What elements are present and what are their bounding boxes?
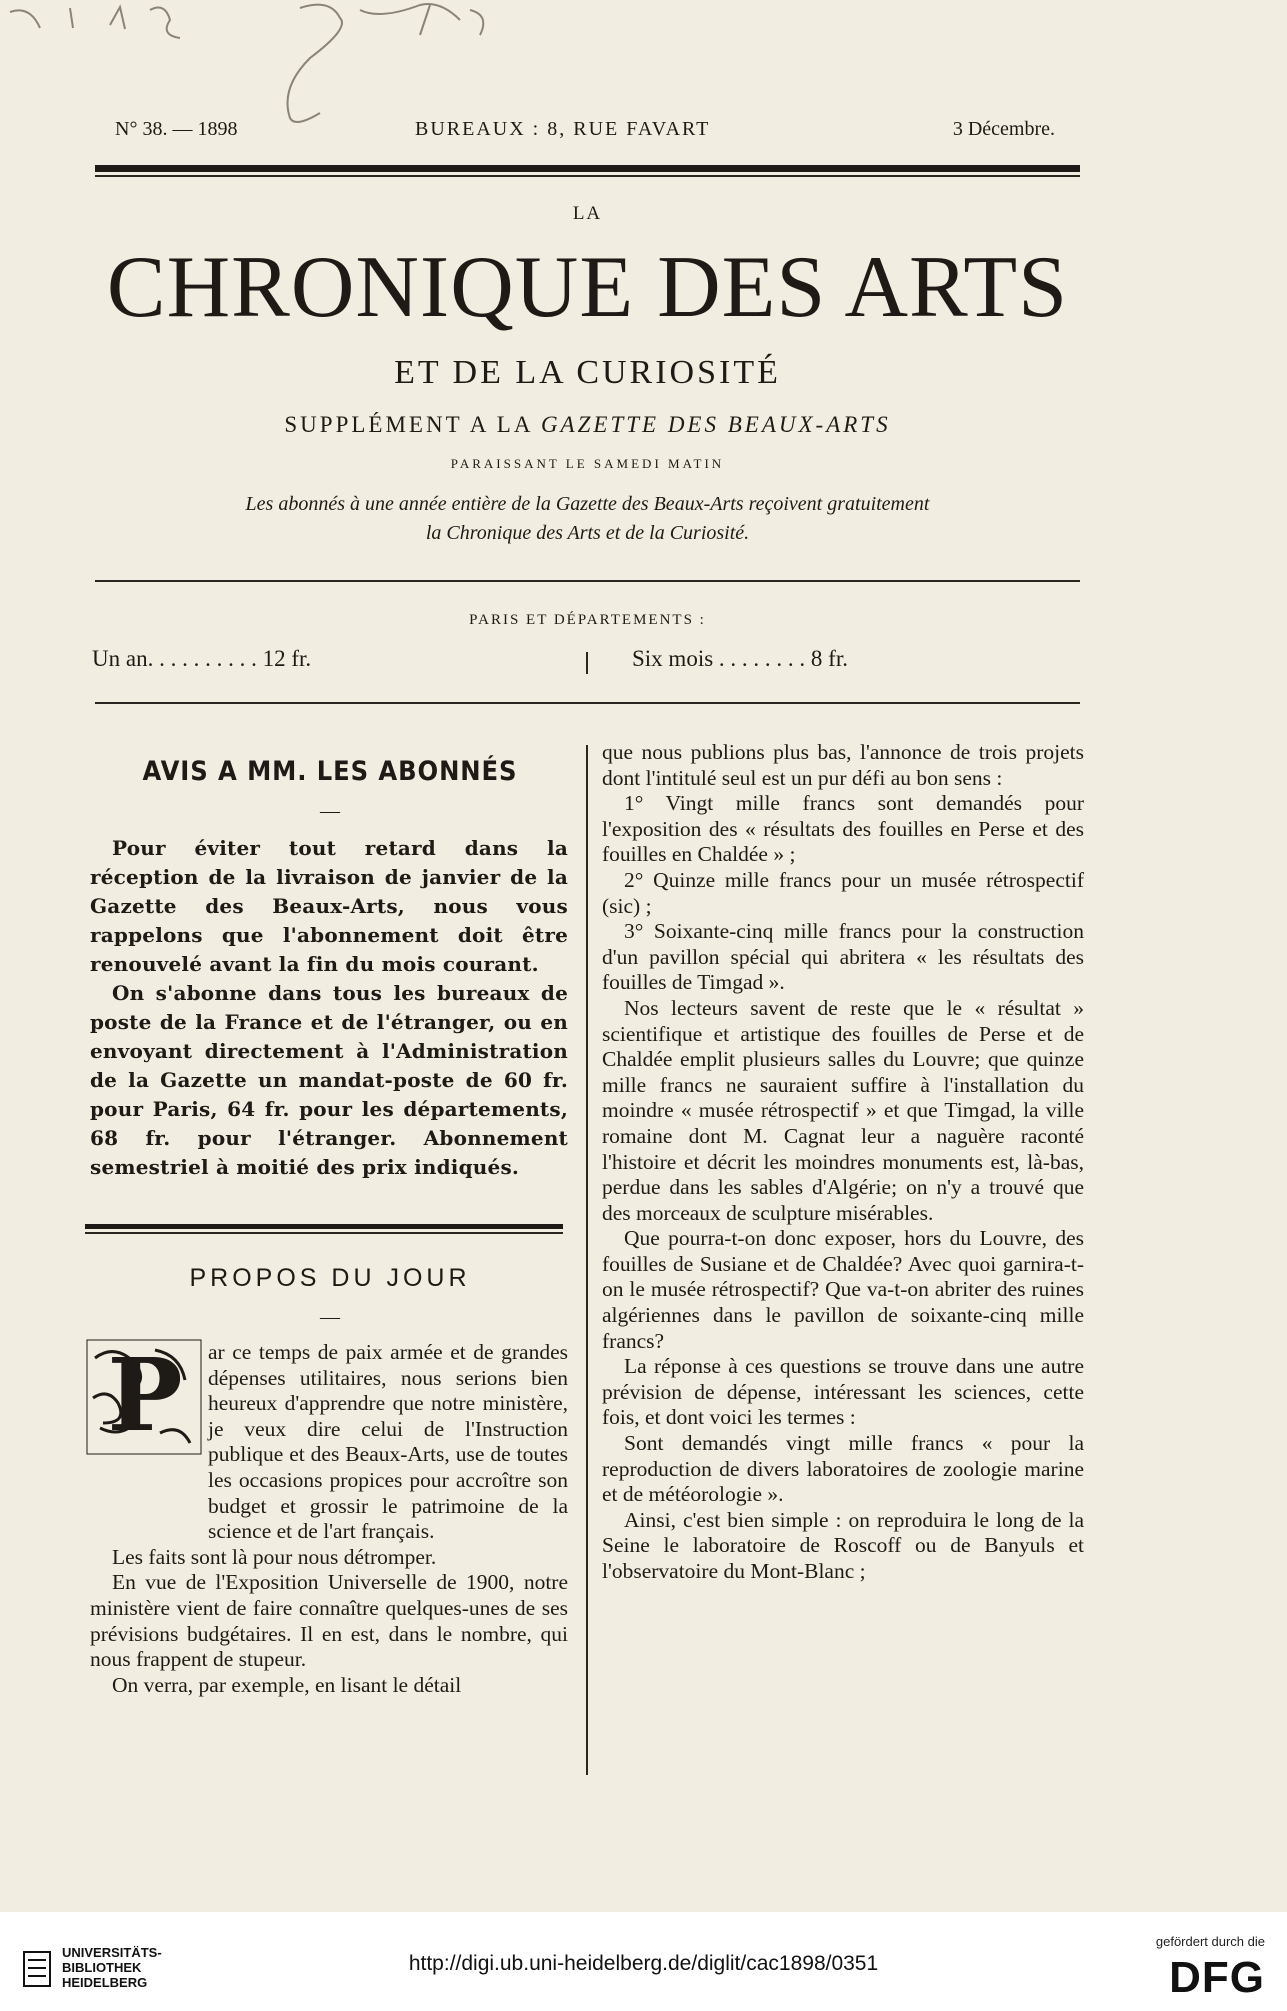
digitization-url-link[interactable]: http://digi.ub.uni-heidelberg.de/diglit/cac1898/0351 (408, 1952, 879, 1975)
funded-by-text: gefördert durch die (1155, 1934, 1265, 1949)
right-paragraph: 2° Quinze mille francs pour un musée rétrospectif (sic) ; (602, 867, 1084, 918)
university-name: UNIVERSITÄTS- BIBLIOTHEK HEIDELBERG (62, 1945, 162, 1990)
column-divider (586, 745, 588, 1775)
issue-number: N° 38. — 1898 (115, 118, 238, 140)
right-paragraph: Ainsi, c'est bien simple : on reproduira le long de la Seine le laboratoire de Roscoff ou de Banyuls et l'observatoire du Mont-Blanc ; (602, 1507, 1084, 1583)
avis-body (90, 834, 568, 1182)
dropcap-letter: P (107, 1338, 183, 1454)
footer-bar (0, 1912, 1287, 2011)
title-article: LA (572, 203, 603, 224)
notice-line-2: la Chronique des Arts et de la Curiosité. (425, 522, 750, 544)
right-paragraph: 1° Vingt mille francs sont demandés pour l'exposition des « résultats des fouilles en Perse et des fouilles en Chaldée » ; (602, 791, 1084, 867)
right-paragraph: que nous publions plus bas, l'annonce de trois projets dont l'intitulé seul est un pur défi au bon sens : (602, 740, 1084, 790)
newspaper-subtitle: ET DE LA CURIOSITÉ (394, 354, 781, 391)
right-paragraph: Nos lecteurs savent de reste que le « résultat » scientifique et artistique des fouilles de Perse et de Chaldée emplit plusieurs salles du Louvre; que quinze mille francs ne sauraient suffire à l'installation du moindre « musée rétrospectif » et que Timgad, la ville romaine dont M. Cagnat leur a naguère raconté l'histoire et décrit les moindres monuments est, là-bas, perdue dans les sables d'Algérie; on n'y a trouvé que des morceaux de sculpture misérables. (602, 995, 1084, 1225)
pricing-heading: PARIS ET DÉPARTEMENTS : (469, 612, 706, 628)
right-paragraph: La réponse à ces questions se trouve dans une autre prévision de dépense, intéressant les sciences, cette fois, et dont voici les termes : (602, 1354, 1084, 1430)
propos-dash: — (320, 1306, 340, 1328)
propos-paragraph: On verra, par exemple, en lisant le détail (112, 1672, 462, 1697)
newspaper-title: CHRONIQUE DES ARTS (106, 239, 1069, 336)
header-rule (95, 580, 1080, 582)
bureaux-address: BUREAUX : 8, RUE FAVART (415, 118, 711, 140)
avis-title: AVIS A MM. LES ABONNÉS (142, 756, 518, 787)
avis-paragraph: On s'abonne dans tous les bureaux de poste de la France et de l'étranger, ou en envoyant directement à l'Administration de la Gazette un mandat-poste de 60 fr. pour Paris, 64 fr. pour les départements, 68 fr. pour l'étranger. Abonnement semestriel à moitié des prix indiqués. (90, 981, 568, 1179)
top-rule-thin (95, 175, 1080, 177)
top-rule (95, 165, 1080, 172)
avis-paragraph: Pour éviter tout retard dans la réception de la livraison de janvier de la Gazette des Beaux-Arts, nous vous rappelons que l'abonnement doit être renouvelé avant la fin du mois courant. (90, 836, 568, 976)
publication-schedule: PARAISSANT LE SAMEDI MATIN (450, 456, 725, 471)
right-paragraph: 3° Soixante-cinq mille francs pour la construction d'un pavillon spécial qui abritera « les résultats des fouilles de Timgad ». (602, 919, 1084, 995)
right-paragraph: Que pourra-t-on donc exposer, hors du Louvre, des fouilles de Susiane et de Chaldée? Avec quoi garnira-t-on le musée rétrospectif? Que va-t-on abriter des ruines algériennes dans le pavillon de soixante-cinq mille francs? (602, 1226, 1084, 1353)
subscriber-notice (95, 490, 1080, 548)
right-column-body (602, 740, 1084, 1585)
avis-rule (85, 1224, 563, 1229)
supplement-gazette: GAZETTE DES BEAUX-ARTS (540, 412, 891, 437)
propos-body (90, 1340, 568, 1698)
price-divider (586, 652, 588, 674)
propos-first-paragraph: ar ce temps de paix armée et de grandes dépenses utilitaires, nous serions bien heureux d'apprendre que notre ministère, je veux dire celui de l'Instruction publique et des Beaux-Arts, use de toutes les occasions propices pour accroître son budget et grossir le patrimoine de la science et de l'art français. (208, 1340, 568, 1544)
supplement-line (95, 412, 1080, 438)
avis-rule-thin (85, 1232, 563, 1234)
notice-line-1: Les abonnés à une année entière de la Gazette des Beaux-Arts reçoivent gratuitement (245, 493, 930, 515)
propos-paragraph: Les faits sont là pour nous détromper. (112, 1544, 437, 1569)
right-paragraph: Sont demandés vingt mille francs « pour la reproduction de divers laboratoires de zoologie marine et de météorologie ». (602, 1431, 1084, 1507)
issue-date: 3 Décembre. (952, 118, 1055, 140)
avis-dash: — (320, 800, 340, 822)
propos-title: PROPOS DU JOUR (189, 1264, 471, 1292)
supplement-prefix: SUPPLÉMENT A LA (284, 412, 533, 437)
price-year: Un an. . . . . . . . . . 12 fr. (92, 646, 312, 671)
pricing-rule (95, 702, 1080, 704)
dfg-logo: DFG (1169, 1953, 1265, 2002)
price-six-months: Six mois . . . . . . . . 8 fr. (632, 646, 848, 671)
propos-paragraph: En vue de l'Exposition Universelle de 1900, notre ministère vient de faire connaître quelques-unes de ses prévisions budgétaires. Il en est, dans le nombre, qui nous frappent de stupeur. (90, 1570, 568, 1672)
